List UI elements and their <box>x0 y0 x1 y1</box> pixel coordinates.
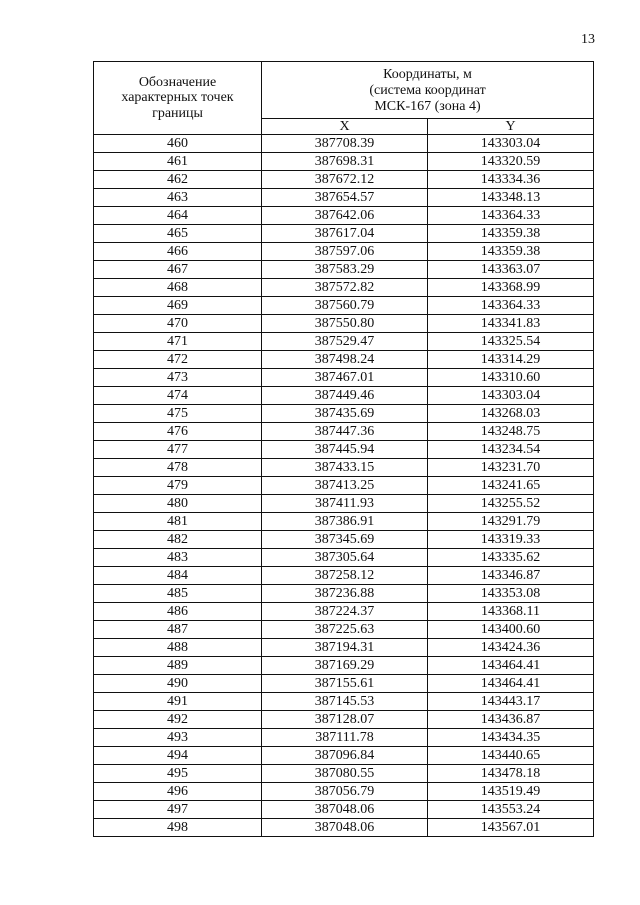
table-row <box>94 153 594 171</box>
point-cell: 462 <box>94 171 262 189</box>
x-coordinate-cell: 387155.61 <box>262 675 428 693</box>
table-row <box>94 657 594 675</box>
y-coordinate-cell: 143400.60 <box>428 621 594 639</box>
point-cell: 476 <box>94 423 262 441</box>
y-coordinate-cell: 143368.99 <box>428 279 594 297</box>
point-cell: 463 <box>94 189 262 207</box>
table-header-row <box>94 62 594 119</box>
table-row <box>94 351 594 369</box>
y-coordinate-cell: 143567.01 <box>428 819 594 837</box>
table-row <box>94 513 594 531</box>
table-row <box>94 729 594 747</box>
point-cell: 480 <box>94 495 262 513</box>
point-cell: 469 <box>94 297 262 315</box>
x-coordinate-cell: 387447.36 <box>262 423 428 441</box>
point-cell: 487 <box>94 621 262 639</box>
point-cell: 475 <box>94 405 262 423</box>
table-row <box>94 333 594 351</box>
point-cell: 492 <box>94 711 262 729</box>
y-coordinate-cell: 143303.04 <box>428 135 594 153</box>
x-coordinate-cell: 387194.31 <box>262 639 428 657</box>
y-coordinate-cell: 143268.03 <box>428 405 594 423</box>
x-coordinate-cell: 387467.01 <box>262 369 428 387</box>
x-coordinate-cell: 387413.25 <box>262 477 428 495</box>
table-row <box>94 711 594 729</box>
y-coordinate-cell: 143231.70 <box>428 459 594 477</box>
y-coordinate-cell: 143464.41 <box>428 657 594 675</box>
x-coordinate-cell: 387386.91 <box>262 513 428 531</box>
y-coordinate-cell: 143440.65 <box>428 747 594 765</box>
y-coordinate-cell: 143519.49 <box>428 783 594 801</box>
point-cell: 486 <box>94 603 262 621</box>
y-coordinate-cell: 143314.29 <box>428 351 594 369</box>
y-coordinate-cell: 143359.38 <box>428 243 594 261</box>
y-coordinate-cell: 143334.36 <box>428 171 594 189</box>
point-cell: 482 <box>94 531 262 549</box>
x-coordinate-cell: 387708.39 <box>262 135 428 153</box>
point-cell: 466 <box>94 243 262 261</box>
table-row <box>94 261 594 279</box>
coordinates-header-line3: МСК-167 (зона 4) <box>374 99 481 114</box>
table-row <box>94 639 594 657</box>
point-cell: 470 <box>94 315 262 333</box>
y-coordinate-cell: 143553.24 <box>428 801 594 819</box>
y-coordinate-cell: 143443.17 <box>428 693 594 711</box>
x-coordinate-cell: 387111.78 <box>262 729 428 747</box>
point-cell: 483 <box>94 549 262 567</box>
table-row <box>94 441 594 459</box>
x-coordinate-cell: 387583.29 <box>262 261 428 279</box>
point-cell: 461 <box>94 153 262 171</box>
table-row <box>94 459 594 477</box>
table-row <box>94 819 594 837</box>
y-coordinate-cell: 143319.33 <box>428 531 594 549</box>
y-coordinate-cell: 143291.79 <box>428 513 594 531</box>
x-coordinate-cell: 387449.46 <box>262 387 428 405</box>
y-coordinate-cell: 143363.07 <box>428 261 594 279</box>
x-coordinate-cell: 387145.53 <box>262 693 428 711</box>
x-coordinate-cell: 387572.82 <box>262 279 428 297</box>
point-cell: 479 <box>94 477 262 495</box>
table-row <box>94 189 594 207</box>
y-coordinate-cell: 143434.35 <box>428 729 594 747</box>
x-coordinate-cell: 387550.80 <box>262 315 428 333</box>
coordinates-header-line1: Координаты, м <box>383 67 472 82</box>
x-coordinate-cell: 387128.07 <box>262 711 428 729</box>
table-row <box>94 225 594 243</box>
y-coordinate-cell: 143359.38 <box>428 225 594 243</box>
table-row <box>94 279 594 297</box>
y-column-header: Y <box>428 119 594 135</box>
page-number: 13 <box>581 32 595 47</box>
x-coordinate-cell: 387435.69 <box>262 405 428 423</box>
y-coordinate-cell: 143436.87 <box>428 711 594 729</box>
table-row <box>94 603 594 621</box>
y-coordinate-cell: 143320.59 <box>428 153 594 171</box>
table-row <box>94 369 594 387</box>
point-cell: 473 <box>94 369 262 387</box>
y-coordinate-cell: 143346.87 <box>428 567 594 585</box>
x-coordinate-cell: 387529.47 <box>262 333 428 351</box>
coordinates-header-line2: (система координат <box>369 83 486 98</box>
point-cell: 471 <box>94 333 262 351</box>
x-coordinate-cell: 387672.12 <box>262 171 428 189</box>
point-cell: 481 <box>94 513 262 531</box>
table-row <box>94 315 594 333</box>
y-coordinate-cell: 143310.60 <box>428 369 594 387</box>
point-cell: 464 <box>94 207 262 225</box>
y-coordinate-cell: 143424.36 <box>428 639 594 657</box>
point-cell: 498 <box>94 819 262 837</box>
x-coordinate-cell: 387498.24 <box>262 351 428 369</box>
point-cell: 488 <box>94 639 262 657</box>
point-cell: 467 <box>94 261 262 279</box>
point-cell: 496 <box>94 783 262 801</box>
point-cell: 493 <box>94 729 262 747</box>
x-coordinate-cell: 387560.79 <box>262 297 428 315</box>
x-coordinate-cell: 387048.06 <box>262 819 428 837</box>
point-cell: 465 <box>94 225 262 243</box>
x-coordinate-cell: 387642.06 <box>262 207 428 225</box>
x-coordinate-cell: 387048.06 <box>262 801 428 819</box>
point-cell: 477 <box>94 441 262 459</box>
point-cell: 489 <box>94 657 262 675</box>
table-row <box>94 693 594 711</box>
table-row <box>94 297 594 315</box>
y-coordinate-cell: 143341.83 <box>428 315 594 333</box>
point-cell: 485 <box>94 585 262 603</box>
table-row <box>94 801 594 819</box>
x-coordinate-cell: 387236.88 <box>262 585 428 603</box>
point-cell: 494 <box>94 747 262 765</box>
coordinates-header <box>262 62 594 119</box>
table-body <box>94 135 594 837</box>
y-coordinate-cell: 143368.11 <box>428 603 594 621</box>
y-coordinate-cell: 143325.54 <box>428 333 594 351</box>
y-coordinate-cell: 143241.65 <box>428 477 594 495</box>
table-row <box>94 765 594 783</box>
x-coordinate-cell: 387224.37 <box>262 603 428 621</box>
x-coordinate-cell: 387096.84 <box>262 747 428 765</box>
table-row <box>94 387 594 405</box>
y-coordinate-cell: 143348.13 <box>428 189 594 207</box>
x-coordinate-cell: 387305.64 <box>262 549 428 567</box>
table-row <box>94 783 594 801</box>
table-row <box>94 621 594 639</box>
y-coordinate-cell: 143234.54 <box>428 441 594 459</box>
y-coordinate-cell: 143478.18 <box>428 765 594 783</box>
x-coordinate-cell: 387698.31 <box>262 153 428 171</box>
table-row <box>94 135 594 153</box>
table-row <box>94 171 594 189</box>
x-coordinate-cell: 387345.69 <box>262 531 428 549</box>
point-cell: 491 <box>94 693 262 711</box>
point-cell: 472 <box>94 351 262 369</box>
table-row <box>94 747 594 765</box>
y-coordinate-cell: 143248.75 <box>428 423 594 441</box>
table-row <box>94 243 594 261</box>
y-coordinate-cell: 143364.33 <box>428 297 594 315</box>
table-row <box>94 585 594 603</box>
point-cell: 497 <box>94 801 262 819</box>
y-coordinate-cell: 143335.62 <box>428 549 594 567</box>
point-cell: 478 <box>94 459 262 477</box>
point-cell: 490 <box>94 675 262 693</box>
y-coordinate-cell: 143303.04 <box>428 387 594 405</box>
table-row <box>94 567 594 585</box>
x-coordinate-cell: 387597.06 <box>262 243 428 261</box>
table-row <box>94 477 594 495</box>
x-coordinate-cell: 387225.63 <box>262 621 428 639</box>
table-row <box>94 495 594 513</box>
x-coordinate-cell: 387169.29 <box>262 657 428 675</box>
point-cell: 460 <box>94 135 262 153</box>
table-row <box>94 423 594 441</box>
x-coordinate-cell: 387433.15 <box>262 459 428 477</box>
point-cell: 468 <box>94 279 262 297</box>
x-coordinate-cell: 387411.93 <box>262 495 428 513</box>
x-coordinate-cell: 387654.57 <box>262 189 428 207</box>
x-coordinate-cell: 387445.94 <box>262 441 428 459</box>
point-cell: 495 <box>94 765 262 783</box>
table-row <box>94 675 594 693</box>
point-cell: 474 <box>94 387 262 405</box>
table-row <box>94 549 594 567</box>
x-coordinate-cell: 387080.55 <box>262 765 428 783</box>
x-coordinate-cell: 387056.79 <box>262 783 428 801</box>
y-coordinate-cell: 143255.52 <box>428 495 594 513</box>
y-coordinate-cell: 143464.41 <box>428 675 594 693</box>
x-coordinate-cell: 387617.04 <box>262 225 428 243</box>
table-row <box>94 405 594 423</box>
boundary-coordinates-table <box>93 61 594 837</box>
y-coordinate-cell: 143364.33 <box>428 207 594 225</box>
table-row <box>94 531 594 549</box>
table-row <box>94 207 594 225</box>
x-column-header: X <box>262 119 428 135</box>
x-coordinate-cell: 387258.12 <box>262 567 428 585</box>
y-coordinate-cell: 143353.08 <box>428 585 594 603</box>
point-cell: 484 <box>94 567 262 585</box>
point-label-header: Обозначение характерных точек границы <box>94 62 262 135</box>
